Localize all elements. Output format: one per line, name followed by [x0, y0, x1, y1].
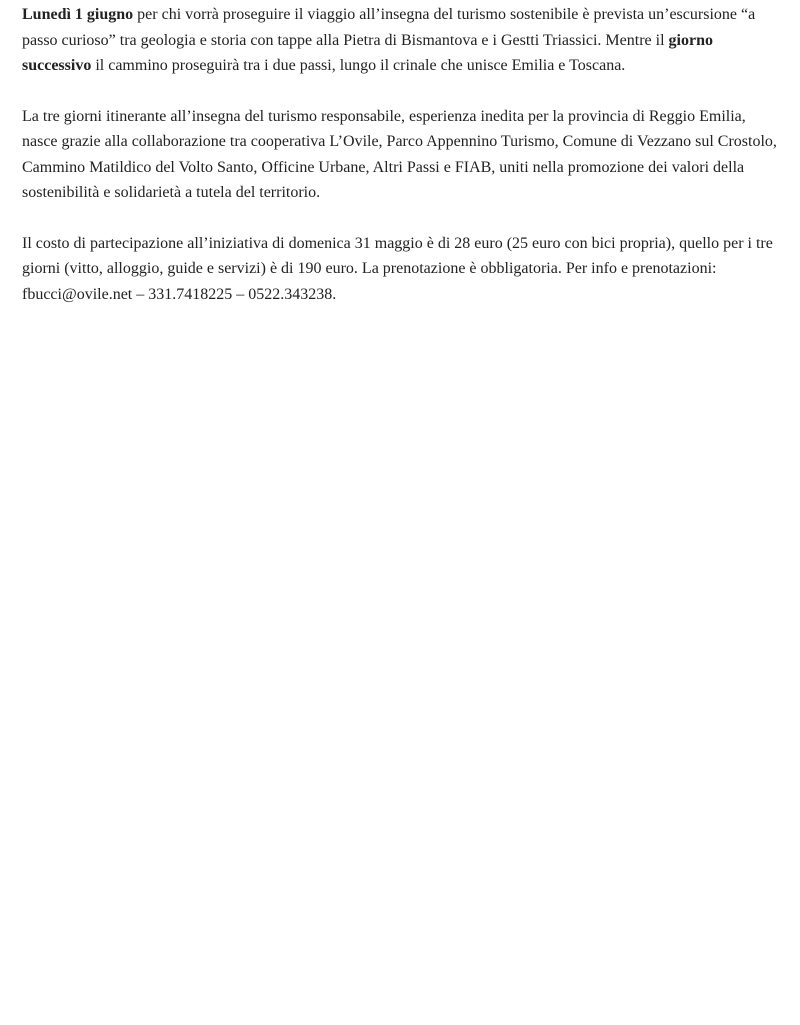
article-body: [22, 2, 784, 332]
paragraph-text: per chi vorrà proseguire il viaggio all’insegna del turismo sostenibile è prevista un’escursione “a passo curioso” tra geologia e storia con tappe alla Pietra di Bismantova e i Gestti Triassici. Mentre il: [22, 6, 756, 49]
paragraph-pricing: Il costo di partecipazione all’iniziativa di domenica 31 maggio è di 28 euro (25 euro con bici propria), quello per i tre giorni (vitto, alloggio, guide e servizi) è di 190 euro. La prenotazione è obbligatoria. Per info e prenotazioni: fbucci@ovile.net – 331.7418225 – 0522.343238.: [22, 234, 773, 303]
paragraph-collaboration: La tre giorni itinerante all’insegna del turismo responsabile, esperienza inedita per la provincia di Reggio Emilia, nasce grazie alla collaborazione tra cooperativa L’Ovile, Parco Appennino Turismo, Comune di Vezzano sul Crostolo, Cammino Matildico del Volto Santo, Officine Urbane, Altri Passi e FIAB, uniti nella promozione dei valori della sostenibilità e solidarietà a tutela del territorio.: [22, 107, 777, 201]
next-day-highlight: giorno successivo: [22, 31, 713, 74]
date-highlight: Lunedì 1 giugno: [22, 6, 134, 23]
paragraph-itinerary: [22, 2, 784, 79]
paragraph-text: il cammino proseguirà tra i due passi, lungo il crinale che unisce Emilia e Toscana.: [91, 57, 626, 74]
